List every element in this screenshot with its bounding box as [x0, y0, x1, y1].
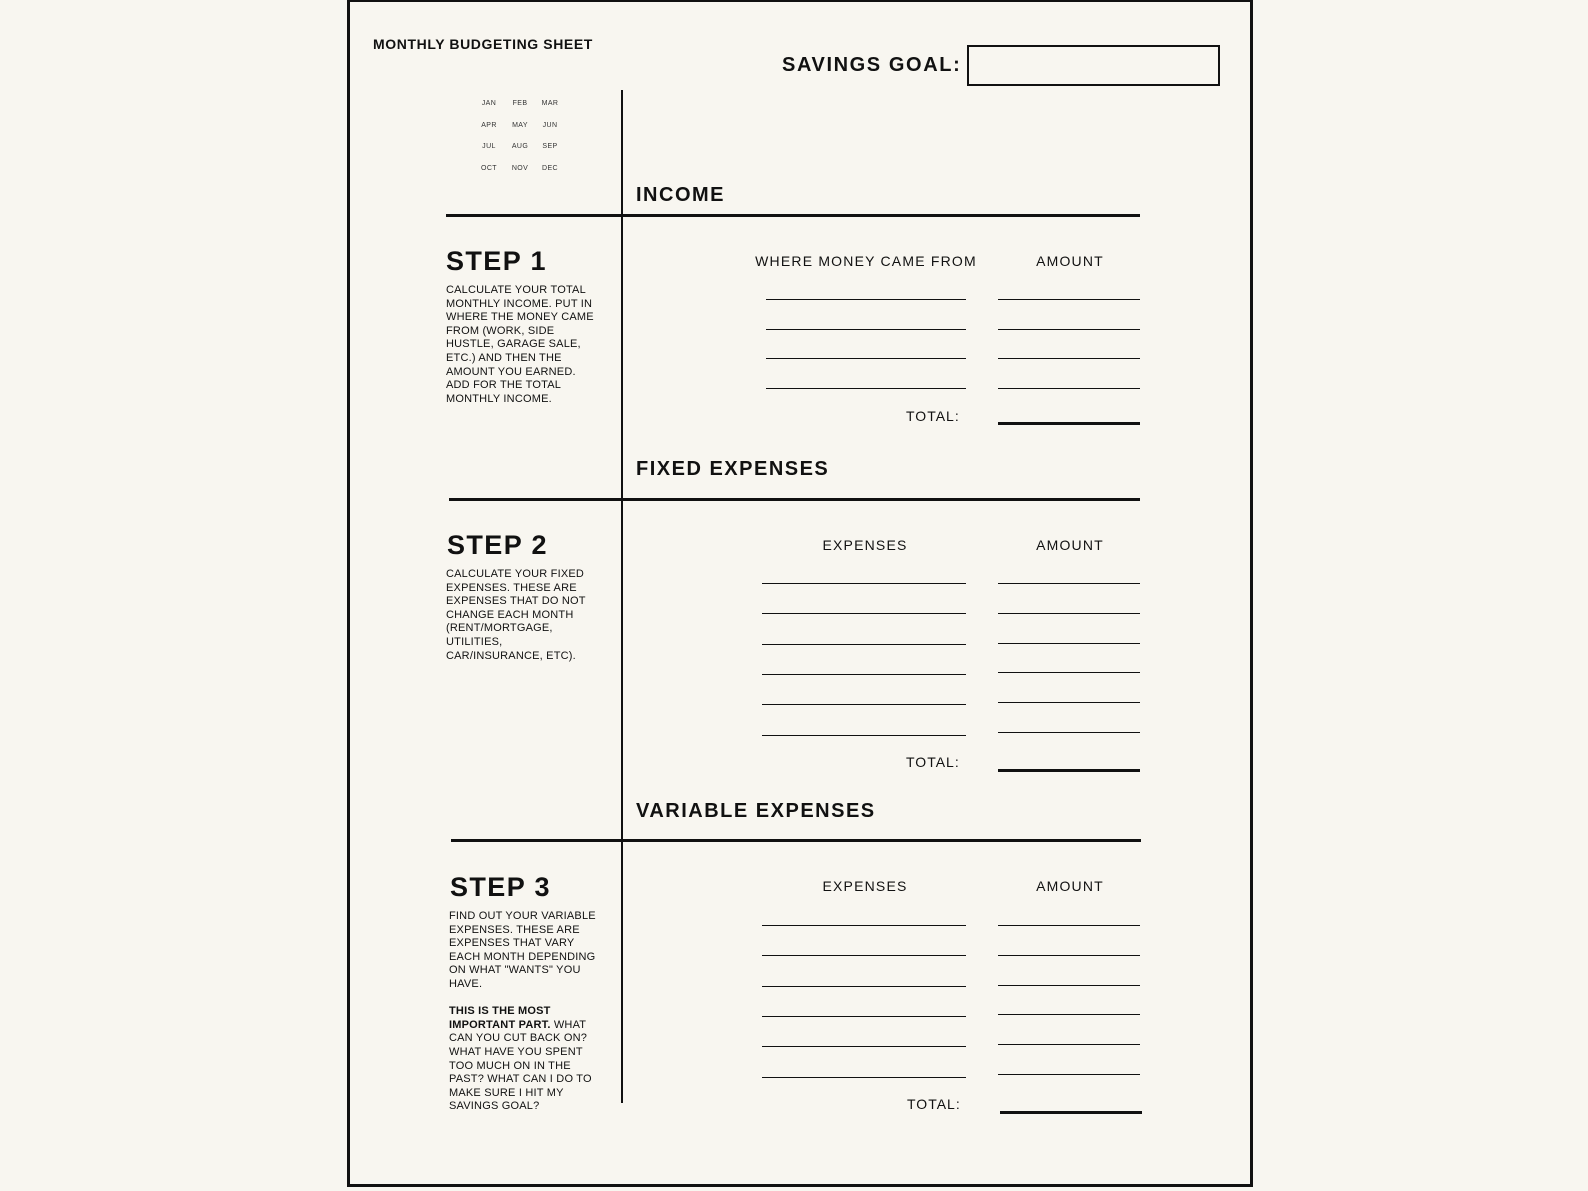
month-option[interactable]: APR: [481, 122, 497, 129]
vertical-divider: [621, 90, 623, 1103]
step-2-description: CALCULATE YOUR FIXED EXPENSES. THESE ARE EXPENSES THAT DO NOT CHANGE EACH MONTH (RENT/MORTGAGE, UTILITIES, CAR/INSURANCE, ETC).: [446, 568, 586, 662]
savings-goal-field[interactable]: [967, 45, 1220, 86]
variable-amount-line[interactable]: [998, 925, 1140, 926]
month-option[interactable]: DEC: [542, 165, 558, 172]
income-total-label: TOTAL:: [906, 408, 960, 424]
fixed-amount-header: AMOUNT: [1036, 537, 1104, 553]
income-source-line[interactable]: [766, 388, 966, 389]
fixed-expense-line[interactable]: [762, 644, 966, 645]
fixed-expenses-rule: [449, 498, 1140, 501]
month-option[interactable]: MAR: [541, 100, 559, 107]
variable-expense-line[interactable]: [762, 986, 966, 987]
fixed-amount-line[interactable]: [998, 702, 1140, 703]
fixed-expense-line[interactable]: [762, 583, 966, 584]
income-amount-line[interactable]: [998, 299, 1140, 300]
income-amount-line[interactable]: [998, 358, 1140, 359]
fixed-amount-line[interactable]: [998, 613, 1140, 614]
fixed-amount-line[interactable]: [998, 672, 1140, 673]
variable-amount-line[interactable]: [998, 1014, 1140, 1015]
step-3-emphasis: THIS IS THE MOST IMPORTANT PART.: [449, 1005, 551, 1031]
fixed-total-line[interactable]: [998, 769, 1140, 772]
variable-total-line[interactable]: [1000, 1111, 1142, 1114]
variable-expense-line[interactable]: [762, 925, 966, 926]
month-option[interactable]: JAN: [481, 100, 497, 107]
variable-amount-line[interactable]: [998, 985, 1140, 986]
step-3-tip-text: WHAT CAN YOU CUT BACK ON? WHAT HAVE YOU SPENT TOO MUCH ON IN THE PAST? WHAT CAN I DO TO MAKE SURE I HIT MY SAVINGS GOAL?: [449, 1018, 592, 1113]
month-option[interactable]: AUG: [511, 143, 529, 150]
variable-amount-line[interactable]: [998, 1074, 1140, 1075]
month-option[interactable]: OCT: [481, 165, 497, 172]
fixed-amount-line[interactable]: [998, 583, 1140, 584]
sheet-title: MONTHLY BUDGETING SHEET: [373, 36, 593, 52]
month-option[interactable]: NOV: [511, 165, 529, 172]
income-amount-line[interactable]: [998, 329, 1140, 330]
fixed-expenses-header: EXPENSES: [822, 537, 908, 553]
step-2-title: STEP 2: [447, 530, 548, 560]
budget-sheet: [347, 0, 1253, 1187]
month-option[interactable]: JUL: [482, 143, 496, 150]
income-total-line[interactable]: [998, 422, 1140, 425]
fixed-amount-line[interactable]: [998, 643, 1140, 644]
income-source-line[interactable]: [766, 358, 966, 359]
fixed-total-label: TOTAL:: [906, 754, 960, 770]
variable-amount-header: AMOUNT: [1036, 878, 1104, 894]
fixed-expense-line[interactable]: [762, 704, 966, 705]
month-option[interactable]: SEP: [542, 143, 558, 150]
fixed-expenses-heading: FIXED EXPENSES: [636, 458, 830, 480]
step-1-title: STEP 1: [446, 246, 547, 276]
savings-goal-label: SAVINGS GOAL:: [782, 54, 962, 76]
step-3-tip: [449, 1005, 597, 1114]
month-option[interactable]: MAY: [512, 122, 528, 129]
variable-expense-line[interactable]: [762, 955, 966, 956]
variable-expenses-header: EXPENSES: [822, 878, 908, 894]
step-3-description-text: FIND OUT YOUR VARIABLE EXPENSES. THESE ARE EXPENSES THAT VARY EACH MONTH DEPENDING ON WHAT "WANTS" YOU HAVE.: [449, 910, 596, 990]
fixed-expense-line[interactable]: [762, 735, 966, 736]
income-source-header: WHERE MONEY CAME FROM: [755, 253, 977, 269]
income-source-line[interactable]: [766, 329, 966, 330]
fixed-expense-line[interactable]: [762, 613, 966, 614]
variable-expense-line[interactable]: [762, 1016, 966, 1017]
step-3-description: [449, 910, 597, 1114]
income-rule: [446, 214, 1140, 217]
fixed-amount-line[interactable]: [998, 732, 1140, 733]
fixed-expense-line[interactable]: [762, 674, 966, 675]
step-3-title: STEP 3: [450, 872, 551, 902]
month-option[interactable]: JUN: [542, 122, 558, 129]
variable-amount-line[interactable]: [998, 1044, 1140, 1045]
income-heading: INCOME: [636, 184, 725, 206]
variable-expenses-rule: [451, 839, 1141, 842]
variable-amount-line[interactable]: [998, 955, 1140, 956]
variable-expense-line[interactable]: [762, 1046, 966, 1047]
income-amount-header: AMOUNT: [1036, 253, 1104, 269]
variable-total-label: TOTAL:: [907, 1096, 961, 1112]
income-amount-line[interactable]: [998, 388, 1140, 389]
variable-expenses-heading: VARIABLE EXPENSES: [636, 800, 876, 822]
variable-expense-line[interactable]: [762, 1077, 966, 1078]
income-source-line[interactable]: [766, 299, 966, 300]
step-1-description: CALCULATE YOUR TOTAL MONTHLY INCOME. PUT IN WHERE THE MONEY CAME FROM (WORK, SIDE HUSTLE, GARAGE SALE, ETC.) AND THEN THE AMOUNT YOU EARNED. ADD FOR THE TOTAL MONTHLY INCOME.: [446, 284, 594, 405]
month-option[interactable]: FEB: [512, 100, 528, 107]
